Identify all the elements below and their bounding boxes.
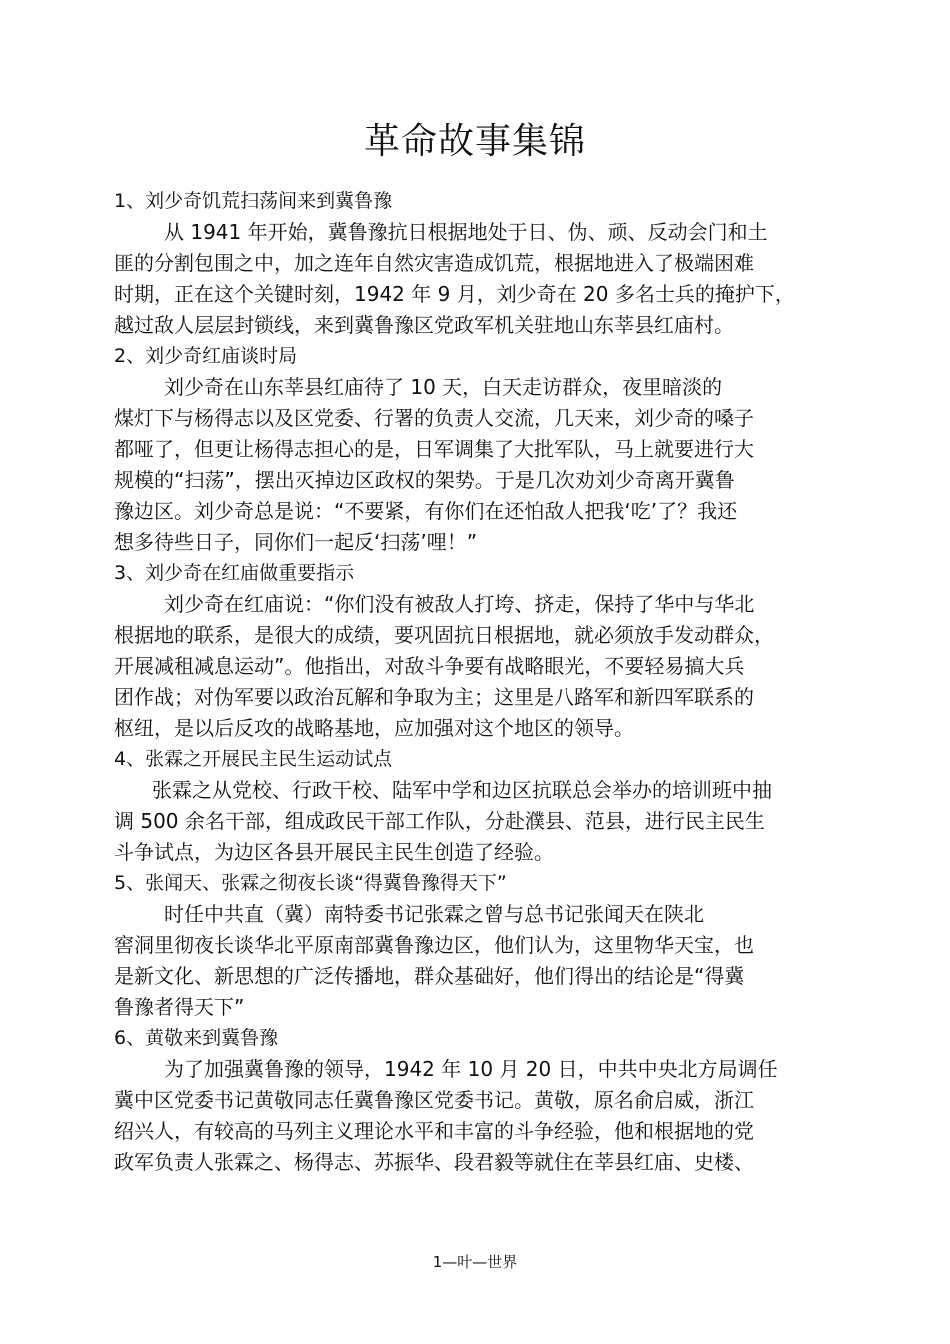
section-heading-1: 1、刘少奇饥荒扫荡间来到冀鲁豫 bbox=[114, 190, 393, 212]
paragraph-line: 为了加强冀鲁豫的领导，1942 年 10 月 20 日，中共中央北方局调任 bbox=[164, 1057, 778, 1081]
section-heading-6: 6、黄敬来到冀鲁豫 bbox=[114, 1027, 279, 1049]
section-heading-3: 3、刘少奇在红庙做重要指示 bbox=[114, 562, 355, 584]
section-heading-5: 5、张闻天、张霖之彻夜长谈“得冀鲁豫得天下” bbox=[114, 872, 507, 894]
section-heading-4: 4、张霖之开展民主民生运动试点 bbox=[114, 748, 393, 770]
paragraph-line: 绍兴人，有较高的马列主义理论水平和丰富的斗争经验，他和根据地的党 bbox=[114, 1119, 754, 1143]
paragraph-line: 斗争试点，为边区各县开展民主民生创造了经验。 bbox=[114, 840, 554, 864]
paragraph-line: 冀中区党委书记黄敬同志任冀鲁豫区党委书记。黄敬，原名俞启威，浙江 bbox=[114, 1088, 754, 1112]
paragraph-line: 鲁豫者得天下” bbox=[114, 995, 245, 1019]
document-body bbox=[114, 186, 844, 1178]
paragraph-line: 团作战；对伪军要以政治瓦解和争取为主；这里是八路军和新四军联系的 bbox=[114, 685, 754, 709]
paragraph-line: 是新文化、新思想的广泛传播地，群众基础好，他们得出的结论是“得冀 bbox=[114, 964, 745, 988]
paragraph-line: 匪的分割包围之中，加之连年自然灾害造成饥荒，根据地进入了极端困难 bbox=[114, 251, 754, 275]
paragraph-line: 越过敌人层层封锁线，来到冀鲁豫区党政军机关驻地山东莘县红庙村。 bbox=[114, 313, 734, 337]
page-footer: 1—叶—世界 bbox=[432, 1253, 518, 1271]
paragraph-line: 开展减租减息运动”。他指出，对敌斗争要有战略眼光，不要轻易搞大兵 bbox=[114, 654, 745, 678]
paragraph-line: 时期，正在这个关键时刻，1942 年 9 月，刘少奇在 20 多名士兵的掩护下， bbox=[114, 282, 795, 306]
paragraph-line: 政军负责人张霖之、杨得志、苏振华、段君毅等就住在莘县红庙、史楼、 bbox=[114, 1150, 754, 1174]
paragraph-line: 刘少奇在红庙说：“你们没有被敌人打垮、挤走，保持了华中与华北 bbox=[164, 592, 755, 616]
section-paragraph-3 bbox=[114, 589, 844, 744]
paragraph-line: 窖洞里彻夜长谈华北平原南部冀鲁豫边区，他们认为，这里物华天宝，也 bbox=[114, 933, 754, 957]
paragraph-line: 调 500 余名干部，组成政民干部工作队，分赴濮县、范县，进行民主民生 bbox=[114, 809, 765, 833]
section-paragraph-2 bbox=[114, 372, 844, 558]
section-heading-2: 2、刘少奇红庙谈时局 bbox=[114, 345, 298, 367]
paragraph-line: 时任中共直（冀）南特委书记张霖之曾与总书记张闻天在陕北 bbox=[164, 902, 704, 926]
paragraph-line: 规模的“扫荡”，摆出灭掉边区政权的架势。于是几次劝刘少奇离开冀鲁 bbox=[114, 468, 735, 492]
paragraph-line: 根据地的联系，是很大的成绩，要巩固抗日根据地，就必须放手发动群众， bbox=[114, 623, 774, 647]
section-paragraph-5 bbox=[114, 899, 844, 1023]
paragraph-line: 煤灯下与杨得志以及区党委、行署的负责人交流，几天来，刘少奇的嗓子 bbox=[114, 406, 754, 430]
paragraph-line: 都哑了，但更让杨得志担心的是，日军调集了大批军队，马上就要进行大 bbox=[114, 437, 754, 461]
section-paragraph-4 bbox=[114, 775, 844, 868]
paragraph-line: 刘少奇在山东莘县红庙待了 10 天，白天走访群众，夜里暗淡的 bbox=[164, 375, 723, 399]
paragraph-line: 从 1941 年开始，冀鲁豫抗日根据地处于日、伪、顽、反动会门和土 bbox=[164, 220, 768, 244]
paragraph-line: 张霖之从党校、行政干校、陆军中学和边区抗联总会举办的培训班中抽 bbox=[152, 778, 772, 802]
section-paragraph-1 bbox=[114, 217, 844, 341]
paragraph-line: 枢纽，是以后反攻的战略基地，应加强对这个地区的领导。 bbox=[114, 716, 634, 740]
section-paragraph-6 bbox=[114, 1054, 844, 1178]
page-title: 革命故事集锦 bbox=[363, 121, 586, 162]
paragraph-line: 想多待些日子，同你们一起反‘扫荡’哩！” bbox=[114, 530, 478, 554]
paragraph-line: 豫边区。刘少奇总是说：“不要紧，有你们在还怕敌人把我‘吃’了？我还 bbox=[114, 499, 738, 523]
